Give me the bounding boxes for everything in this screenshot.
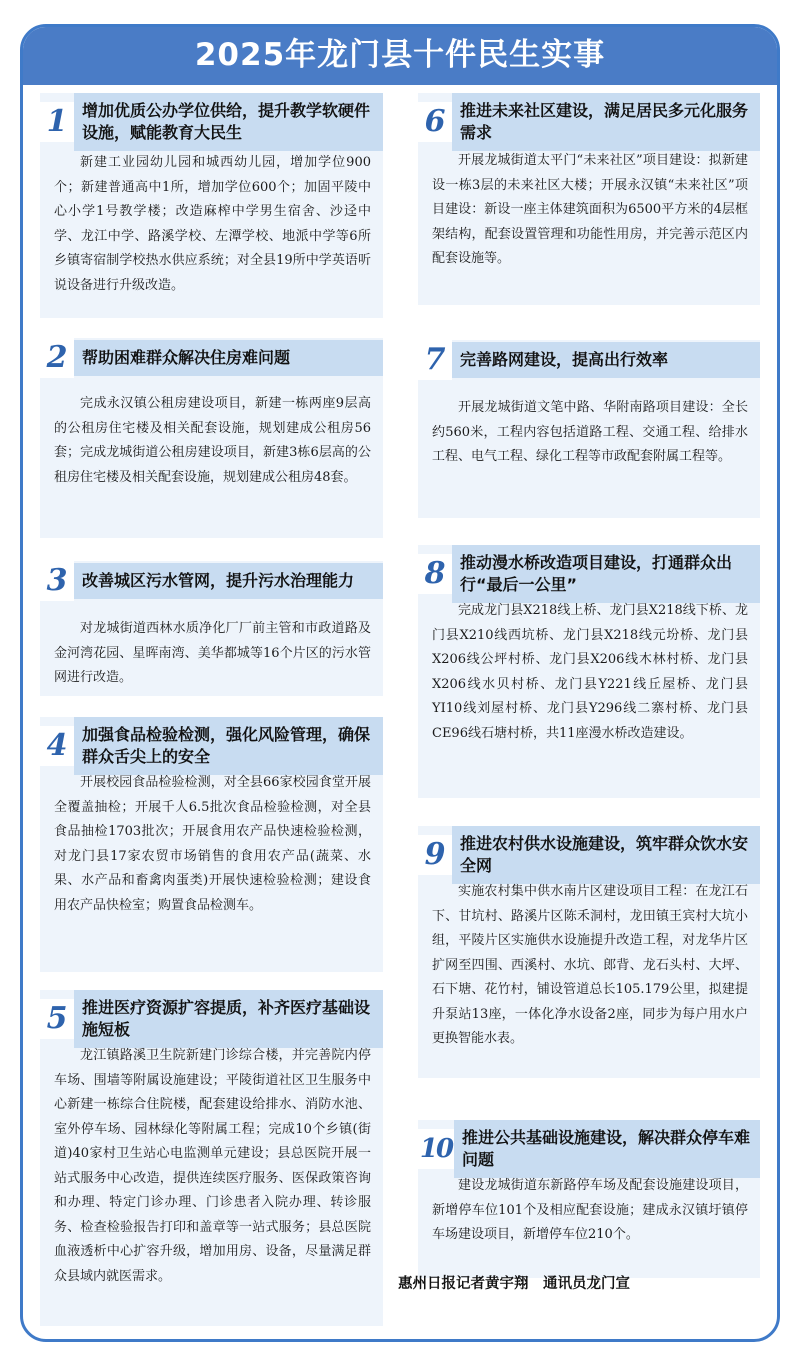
item-number: 10 — [418, 1129, 454, 1169]
item-header — [40, 990, 383, 1048]
item-body: 对龙城街道西林水质净化厂厂前主管和市政道路及金河湾花园、星晖南湾、美华都城等16个片区的污水管网进行改造。 — [54, 621, 371, 685]
item-card-8 — [418, 545, 760, 798]
item-card-7 — [418, 340, 760, 518]
item-body: 完成永汉镇公租房建设项目，新建一栋两座9层高的公租房住宅楼及相关配套设施，规划建成公租房56套；完成龙城街道公租房建设项目，新建3栋6层高的公租房住宅楼及相关配套设施，规划建成公租房48套。 — [54, 396, 371, 485]
item-number: 4 — [40, 726, 74, 766]
item-card-1 — [40, 93, 383, 318]
item-number: 5 — [40, 999, 74, 1039]
item-number: 6 — [418, 102, 452, 142]
item-number: 9 — [418, 835, 452, 875]
item-number: 3 — [40, 561, 74, 601]
item-body: 开展校园食品检验检测，对全县66家校园食堂开展全覆盖抽检；开展千人6.5批次食品检验检测，对全县食品抽检1703批次；开展食用农产品快速检验检测，对龙门县17家农贸市场销售的食用农产品(蔬菜、水果、水产品和畜禽肉蛋类)开展快速检验检测；建设食用农产品快检室；购置食品检测车。 — [54, 775, 371, 913]
item-title: 改善城区污水管网，提升污水治理能力 — [74, 563, 383, 599]
item-header — [418, 1120, 760, 1178]
item-title: 加强食品检验检测，强化风险管理，确保群众舌尖上的安全 — [74, 717, 383, 775]
item-header — [40, 561, 383, 601]
item-title: 推动漫水桥改造项目建设，打通群众出行“最后一公里” — [452, 545, 760, 603]
item-card-3 — [40, 561, 383, 696]
item-title: 增加优质公办学位供给，提升教学软硬件设施，赋能教育大民生 — [74, 93, 383, 151]
item-card-4 — [40, 717, 383, 972]
item-header — [418, 340, 760, 380]
item-card-5 — [40, 990, 383, 1326]
item-body: 实施农村集中供水南片区建设项目工程：在龙江石下、甘坑村、路溪片区陈禾洞村，龙田镇王宾村大坑小组，平陵片区实施供水设施提升改造工程，对龙华片区扩网至四围、西溪村、水坑、郎背、龙石头村、大坪、石下塘、花竹村，铺设管道总长105.179公里，拟建提升泵站13座，一体化净水设备2座，同步为每户用水户更换智能水表。 — [432, 884, 748, 1046]
item-title: 推进未来社区建设，满足居民多元化服务需求 — [452, 93, 760, 151]
item-header — [40, 717, 383, 775]
item-title: 推进农村供水设施建设，筑牢群众饮水安全网 — [452, 826, 760, 884]
page-title: 2025年龙门县十件民生实事 — [23, 27, 777, 85]
item-card-2 — [40, 338, 383, 538]
item-card-10 — [418, 1120, 760, 1278]
item-card-9 — [418, 826, 760, 1078]
item-header — [418, 545, 760, 603]
item-card-6 — [418, 93, 760, 305]
item-title: 推进公共基础设施建设，解决群众停车难问题 — [454, 1120, 760, 1178]
item-body: 龙江镇路溪卫生院新建门诊综合楼，并完善院内停车场、围墙等附属设施建设；平陵街道社区卫生服务中心新建一栋综合住院楼，配套建设给排水、消防水池、室外停车场、园林绿化等附属工程；完成10个乡镇(街道)40家村卫生站心电监测单元建设；县总医院开展一站式服务中心改造，提供连续医疗服务、医保政策咨询和办理、特定门诊办理、门诊患者入院办理、转诊服务、检查检验报告打印和盖章等一站式服务；县总医院血液透析中心扩容升级，增加用房、设备，尽量满足群众县域内就医需求。 — [54, 1048, 371, 1284]
item-number: 1 — [40, 102, 74, 142]
item-body: 开展龙城街道文笔中路、华附南路项目建设：全长约560米，工程内容包括道路工程、交通工程、给排水工程、电气工程、绿化工程等市政配套附属工程等。 — [432, 400, 748, 464]
item-body: 建设龙城街道东新路停车场及配套设施建设项目，新增停车位101个及相应配套设施；建成永汉镇圩镇停车场建设项目，新增停车位210个。 — [432, 1178, 748, 1242]
item-number: 8 — [418, 554, 452, 594]
item-header — [40, 338, 383, 378]
item-number: 7 — [418, 340, 452, 380]
item-title: 帮助困难群众解决住房难问题 — [74, 340, 383, 376]
item-header — [418, 93, 760, 151]
item-body: 开展龙城街道太平门“未来社区”项目建设：拟新建设一栋3层的未来社区大楼；开展永汉镇“未来社区”项目建设：新设一座主体建筑面积为6500平方米的4层框架结构，配套设置管理和功能性用房，并完善示范区内配套设施等。 — [432, 153, 748, 266]
item-title: 推进医疗资源扩容提质，补齐医疗基础设施短板 — [74, 990, 383, 1048]
byline: 惠州日报记者黄宇翔 通讯员龙门宣 — [398, 1276, 630, 1292]
item-body: 新建工业园幼儿园和城西幼儿园，增加学位900个；新建普通高中1所，增加学位600个；加固平陵中心小学1号教学楼；改造麻榨中学男生宿舍、沙迳中学、龙江中学、路溪学校、左潭学校、地派中学等6所乡镇寄宿制学校热水供应系统；对全县19所中学英语听说设备进行升级改造。 — [54, 155, 371, 293]
item-header — [418, 826, 760, 884]
item-body: 完成龙门县X218线上桥、龙门县X218线下桥、龙门县X210线西坑桥、龙门县X218线元坋桥、龙门县X206线公坪村桥、龙门县X206线木林村桥、龙门县X206线水贝村桥、龙门县Y221线丘屋桥、龙门县YI10线刘屋村桥、龙门县Y296线二寨村桥、龙门县CE96线石塘村桥，共11座漫水桥改造建设。 — [432, 603, 748, 741]
item-number: 2 — [40, 338, 74, 378]
item-header — [40, 93, 383, 151]
item-title: 完善路网建设，提高出行效率 — [452, 342, 760, 378]
